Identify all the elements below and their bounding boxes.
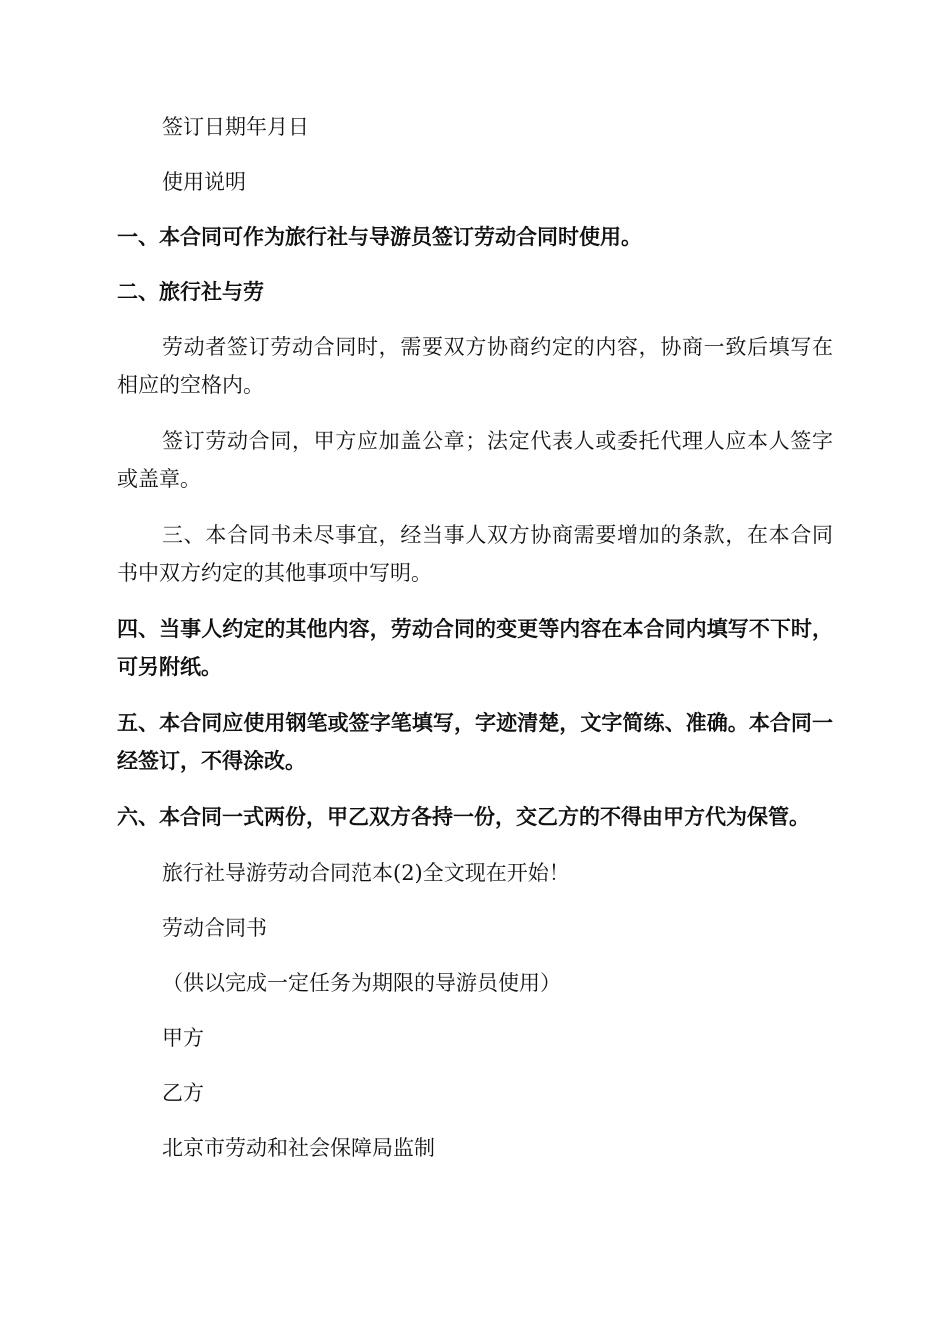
usage-instructions-heading: 使用说明 — [162, 170, 246, 194]
instruction-item-4: 四、当事人约定的其他内容，劳动合同的变更等内容在本合同内填写不下时，可另附纸。 — [117, 617, 833, 679]
full-text-start-line: 旅行社导游劳动合同范本(2)全文现在开始！ — [162, 861, 570, 885]
instruction-item-2: 二、旅行社与劳 — [117, 280, 264, 304]
instruction-item-1: 一、本合同可作为旅行社与导游员签订劳动合同时使用。 — [117, 225, 642, 249]
party-a-label: 甲方 — [162, 1026, 204, 1050]
instruction-paragraph-seal: 签订劳动合同，甲方应加盖公章；法定代表人或委托代理人应本人签字或盖章。 — [117, 429, 833, 491]
instruction-item-5: 五、本合同应使用钢笔或签字笔填写，字迹清楚，文字简练、准确。本合同一经签订，不得涂改。 — [117, 711, 833, 773]
instruction-paragraph-fill: 劳动者签订劳动合同时，需要双方协商约定的内容，协商一致后填写在相应的空格内。 — [117, 335, 833, 397]
document-page — [117, 108, 833, 1167]
party-b-label: 乙方 — [162, 1081, 204, 1105]
instruction-item-6: 六、本合同一式两份，甲乙双方各持一份，交乙方的不得由甲方代为保管。 — [117, 805, 810, 829]
instruction-item-3: 三、本合同书未尽事宜，经当事人双方协商需要增加的条款，在本合同书中双方约定的其他事项中写明。 — [117, 523, 833, 585]
contract-subtitle: （供以完成一定任务为期限的导游员使用） — [162, 971, 561, 995]
supervision-line: 北京市劳动和社会保障局监制 — [162, 1136, 435, 1160]
contract-title: 劳动合同书 — [162, 916, 267, 940]
signing-date-line: 签订日期年月日 — [162, 115, 309, 139]
